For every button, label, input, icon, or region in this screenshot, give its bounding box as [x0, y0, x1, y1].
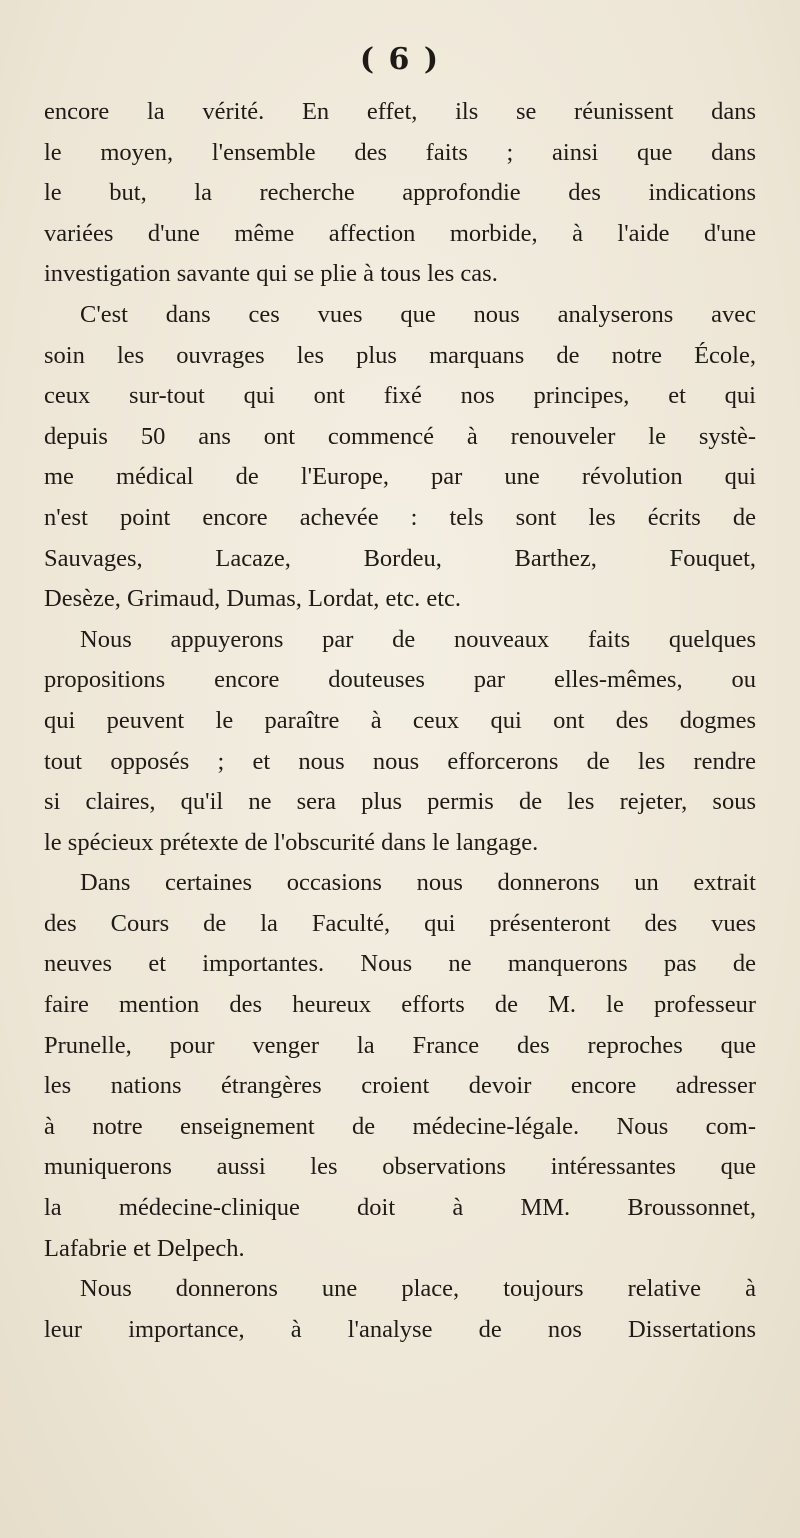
text-line: tout opposés ; et nous nous efforcerons de les rendre	[44, 747, 756, 775]
body-text	[44, 92, 756, 1350]
text-line: des Cours de la Faculté, qui présenteront des vues	[44, 909, 756, 937]
paragraph-start-line: C'est dans ces vues que nous analyserons avec	[80, 300, 756, 328]
text-line: Sauvages, Lacaze, Bordeu, Barthez, Fouquet,	[44, 544, 756, 572]
text-line: ceux sur-tout qui ont fixé nos principes, et qui	[44, 382, 756, 410]
text-line: la médecine-clinique doit à MM. Broussonnet,	[44, 1194, 756, 1222]
text-line: Lafabrie et Delpech.	[44, 1234, 245, 1262]
text-line: les nations étrangères croient devoir encore adresser	[44, 1072, 756, 1100]
text-line: Desèze, Grimaud, Dumas, Lordat, etc. etc.	[44, 585, 462, 613]
text-line: neuves et importantes. Nous ne manquerons pas de	[44, 950, 756, 978]
text-line: n'est point encore achevée : tels sont les écrits de	[44, 503, 756, 531]
text-line: depuis 50 ans ont commencé à renouveler le systè-	[44, 422, 756, 450]
paragraph-start-line: Nous donnerons une place, toujours relative à	[80, 1275, 756, 1303]
text-line: le spécieux prétexte de l'obscurité dans le langage.	[44, 828, 539, 856]
text-line: propositions encore douteuses par elles-mêmes, ou	[44, 666, 756, 694]
text-line: si claires, qu'il ne sera plus permis de les rejeter, sous	[44, 788, 756, 816]
text-line: leur importance, à l'analyse de nos Dissertations	[44, 1315, 756, 1343]
paragraph-start-line: Nous appuyerons par de nouveaux faits quelques	[80, 625, 756, 653]
text-line: me médical de l'Europe, par une révolution qui	[44, 463, 756, 491]
text-line: le moyen, l'ensemble des faits ; ainsi que dans	[44, 138, 756, 166]
text-line: encore la vérité. En effet, ils se réunissent dans	[44, 98, 756, 125]
text-line: variées d'une même affection morbide, à l'aide d'une	[44, 219, 756, 247]
text-line: investigation savante qui se plie à tous les cas.	[44, 260, 498, 288]
text-line: soin les ouvrages les plus marquans de notre École,	[44, 341, 756, 369]
text-line: muniquerons aussi les observations intéressantes que	[44, 1153, 756, 1181]
paragraph-start-line: Dans certaines occasions nous donnerons un extrait	[80, 869, 756, 897]
text-line: à notre enseignement de médecine-légale. Nous com-	[44, 1112, 756, 1140]
text-line: Prunelle, pour venger la France des reproches que	[44, 1031, 756, 1059]
page-number: ( 6 )	[359, 42, 441, 77]
text-line: le but, la recherche approfondie des indications	[44, 179, 756, 207]
text-line: qui peuvent le paraître à ceux qui ont des dogmes	[44, 706, 756, 734]
text-line: faire mention des heureux efforts de M. le professeur	[44, 991, 756, 1019]
